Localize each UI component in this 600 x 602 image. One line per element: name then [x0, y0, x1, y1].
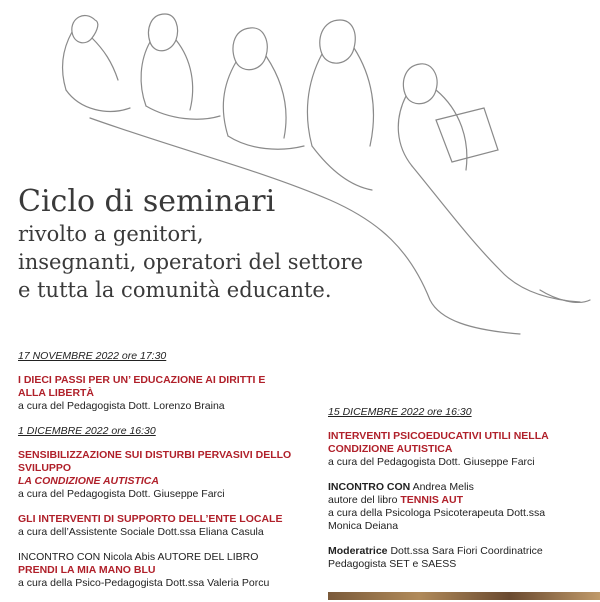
book-title: TENNIS AUT — [400, 494, 464, 506]
event-title: GLI INTERVENTI DI SUPPORTO DELL’ENTE LOCALE — [18, 513, 283, 525]
figure-5 — [398, 64, 590, 303]
event-title: I DIECI PASSI PER UN’ EDUCAZIONE AI DIRITTI E — [18, 374, 266, 386]
subtitle-line: insegnanti, operatori del settore — [18, 250, 364, 274]
event-speaker: a cura del Pedagogista Dott. Giuseppe Farci — [328, 456, 535, 468]
event-item — [18, 513, 318, 539]
event-speaker: a cura del Pedagogista Dott. Lorenzo Braina — [18, 400, 225, 412]
figure-3 — [223, 28, 304, 149]
book-author-label: autore del libro — [328, 494, 401, 506]
event-subtitle: LA CONDIZIONE AUTISTICA — [18, 475, 159, 487]
event-item — [18, 449, 318, 501]
event-title: SENSIBILIZZAZIONE SUI DISTURBI PERVASIVI DELLO — [18, 449, 292, 461]
moderator-line — [328, 545, 598, 558]
event-speaker: a cura del Pedagogista Dott. Giuseppe Farci — [18, 488, 225, 500]
moderator-label: Moderatrice — [328, 545, 388, 557]
page-title: Ciclo di seminari — [18, 184, 276, 219]
event-item — [328, 430, 598, 469]
event-speaker: a cura della Psicologa Psicoterapeuta Dott.ssa — [328, 507, 546, 519]
event-speaker: a cura dell’Assistente Sociale Dott.ssa Eliana Casula — [18, 526, 264, 538]
date-heading: 1 DICEMBRE 2022 ore 16:30 — [18, 425, 156, 437]
figure-4 — [307, 20, 373, 190]
event-item — [328, 545, 598, 571]
figure-1 — [63, 16, 130, 112]
subtitle-line: rivolto a genitori, — [18, 222, 204, 246]
right-column — [328, 406, 598, 583]
intro-lead: INCONTRO CON — [328, 481, 411, 493]
moderator-name: Dott.ssa Sara Fiori Coordinatrice — [387, 545, 543, 557]
date-heading: 15 DICEMBRE 2022 ore 16:30 — [328, 406, 472, 418]
event-speaker: a cura della Psico-Pedagogista Dott.ssa Valeria Porcu — [18, 577, 270, 589]
book-line — [328, 494, 598, 507]
guest-name: Andrea Melis — [410, 481, 474, 493]
event-title: ALLA LIBERTÀ — [18, 387, 95, 399]
date-heading: 17 NOVEMBRE 2022 ore 17:30 — [18, 350, 167, 362]
event-title: SVILUPPO — [18, 462, 72, 474]
book-title: PRENDI LA MIA MANO BLU — [18, 564, 156, 576]
event-intro: INCONTRO CON Nicola Abis AUTORE DEL LIBRO — [18, 551, 259, 563]
event-item — [328, 481, 598, 533]
photo-strip — [328, 592, 600, 600]
event-title: CONDIZIONE AUTISTICA — [328, 443, 453, 455]
left-column — [18, 350, 318, 602]
event-item — [18, 551, 318, 590]
event-title: INTERVENTI PSICOEDUCATIVI UTILI NELLA — [328, 430, 549, 442]
event-intro — [328, 481, 598, 494]
moderator-role: Pedagogista SET e SAESS — [328, 558, 457, 570]
figure-2 — [141, 14, 220, 119]
subtitle-line: e tutta la comunità educante. — [18, 278, 332, 302]
event-speaker: Monica Deiana — [328, 520, 399, 532]
event-item — [18, 374, 318, 413]
title-block — [18, 184, 363, 304]
